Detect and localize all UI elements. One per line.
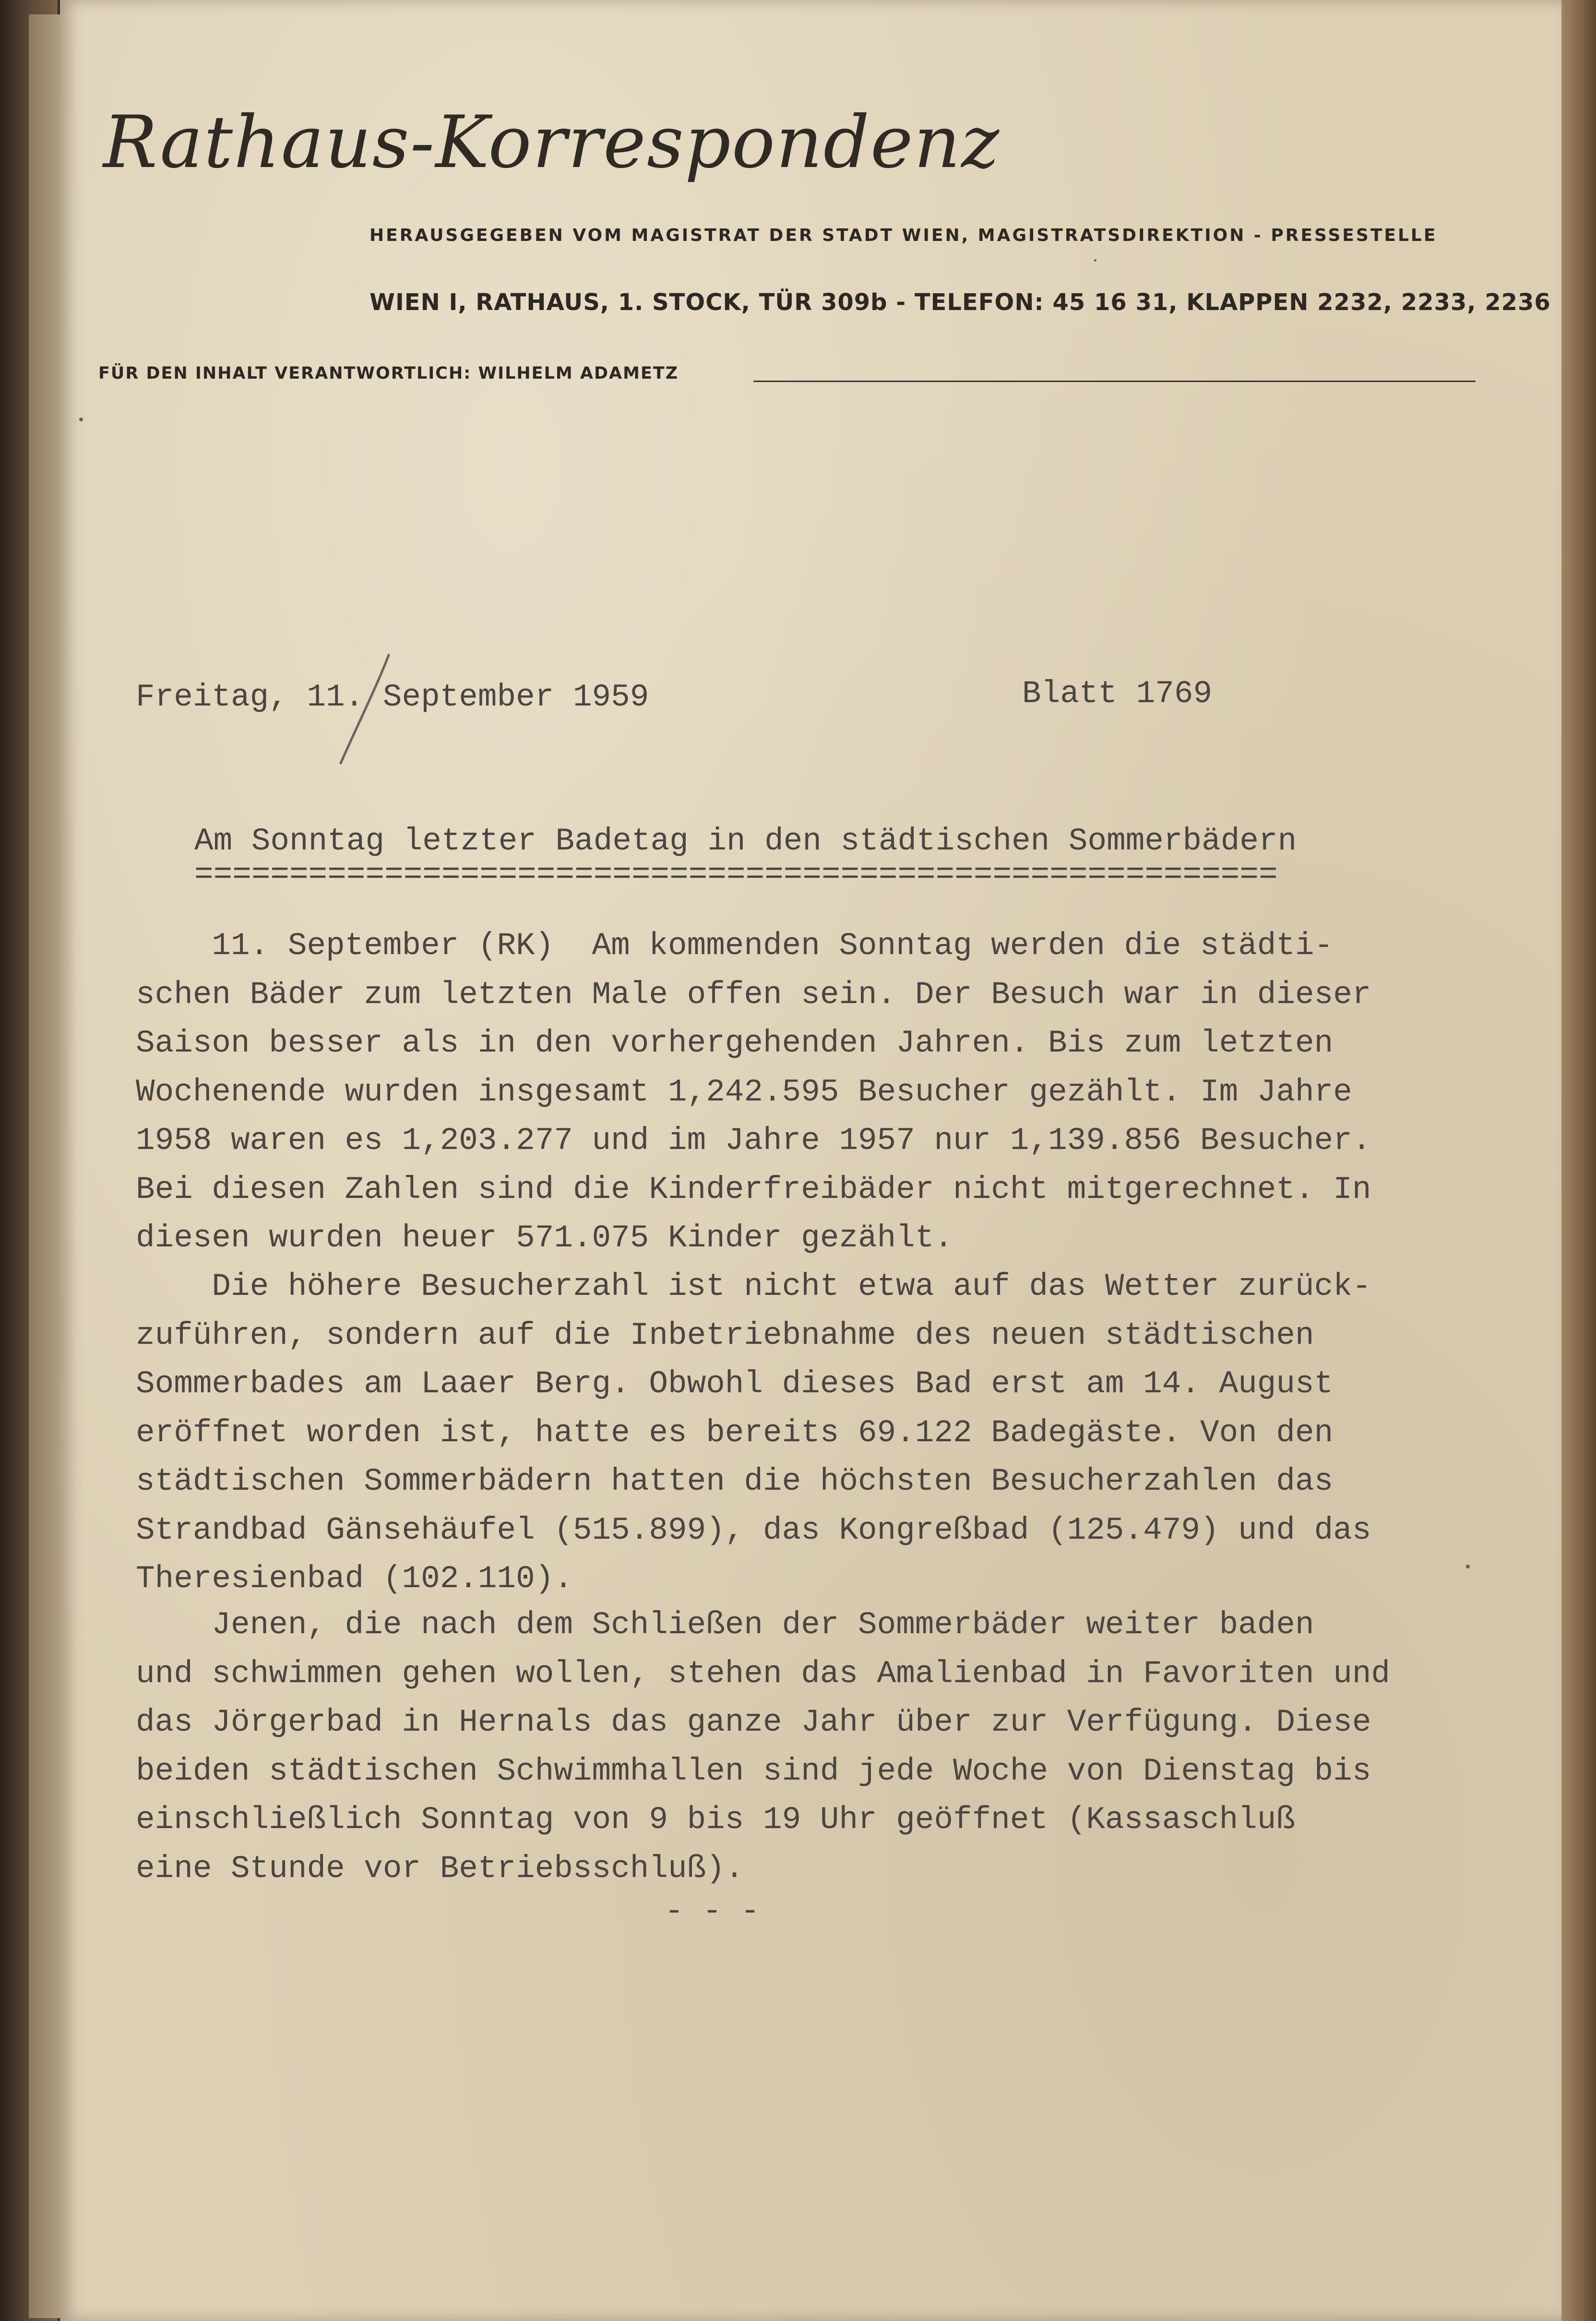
text-line: einschließlich Sonntag von 9 bis 19 Uhr geöffnet (Kassaschluß — [136, 1802, 1295, 1838]
sheet-number: Blatt 1769 — [1022, 676, 1213, 712]
masthead-address-line: WIEN I, RATHAUS, 1. STOCK, TÜR 309b - TELEFON: 45 16 31, KLAPPEN 2232, 2233, 2236 — [369, 289, 1551, 316]
article-paragraph-1 — [136, 921, 1451, 1263]
text-line: Sommerbades am Laaer Berg. Obwohl dieses Bad erst am 14. August — [136, 1366, 1334, 1402]
paper-speck — [79, 418, 83, 421]
text-line: Bei diesen Zahlen sind die Kinderfreibäder nicht mitgerechnet. In — [136, 1171, 1371, 1208]
text-line: Jenen, die nach dem Schließen der Sommerbäder weiter baden — [136, 1607, 1314, 1643]
date-line: Freitag, 11. September 1959 — [136, 679, 649, 715]
text-line: 11. September (RK) Am kommenden Sonntag werden die städti- — [136, 928, 1334, 964]
text-line: diesen wurden heuer 571.075 Kinder gezählt. — [136, 1220, 953, 1256]
headline-underline: ========================================================= — [194, 857, 1278, 893]
masthead-rule — [753, 381, 1476, 382]
text-line: Strandbad Gänsehäufel (515.899), das Kongreßbad (125.479) und das — [136, 1512, 1371, 1548]
text-line: 1958 waren es 1,203.277 und im Jahre 1957 nur 1,139.856 Besucher. — [136, 1123, 1371, 1159]
text-line: schen Bäder zum letzten Male offen sein. Der Besuch war in dieser — [136, 976, 1371, 1013]
text-line: das Jörgerbad in Hernals das ganze Jahr über zur Verfügung. Diese — [136, 1704, 1371, 1740]
text-line: Theresienbad (102.110). — [136, 1561, 573, 1597]
text-line: eine Stunde vor Betriebsschluß). — [136, 1850, 744, 1887]
masthead-publisher-line: HERAUSGEGEBEN VOM MAGISTRAT DER STADT WIEN, MAGISTRATSDIREKTION - PRESSESTELLE — [369, 226, 1438, 245]
text-line: eröffnet worden ist, hatte es bereits 69.122 Badegäste. Von den — [136, 1414, 1334, 1451]
masthead-responsible-line: FÜR DEN INHALT VERANTWORTLICH: WILHELM ADAMETZ — [98, 364, 679, 383]
masthead-title: Rathaus-Korrespondenz — [103, 101, 1000, 184]
right-page-edge — [1561, 0, 1596, 2321]
pencil-check-mark — [331, 653, 393, 768]
article-paragraph-2 — [136, 1262, 1451, 1603]
paper-speck — [1094, 259, 1096, 262]
text-line: Saison besser als in den vorhergehenden Jahren. Bis zum letzten — [136, 1025, 1334, 1061]
article-headline: Am Sonntag letzter Badetag in den städtischen Sommerbädern — [194, 823, 1297, 859]
article-paragraph-3 — [136, 1601, 1451, 1893]
text-line: beiden städtischen Schwimmhallen sind jede Woche von Dienstag bis — [136, 1753, 1371, 1789]
end-mark: - - - — [665, 1893, 760, 1929]
text-line: Die höhere Besucherzahl ist nicht etwa auf das Wetter zurück- — [136, 1268, 1371, 1304]
text-line: zuführen, sondern auf die Inbetriebnahme des neuen städtischen — [136, 1317, 1314, 1353]
text-line: und schwimmen gehen wollen, stehen das Amalienbad in Favoriten und — [136, 1655, 1391, 1692]
text-line: städtischen Sommerbädern hatten die höchsten Besucherzahlen das — [136, 1463, 1334, 1499]
text-line: Wochenende wurden insgesamt 1,242.595 Besucher gezählt. Im Jahre — [136, 1074, 1352, 1110]
paper-speck — [1466, 1565, 1470, 1568]
